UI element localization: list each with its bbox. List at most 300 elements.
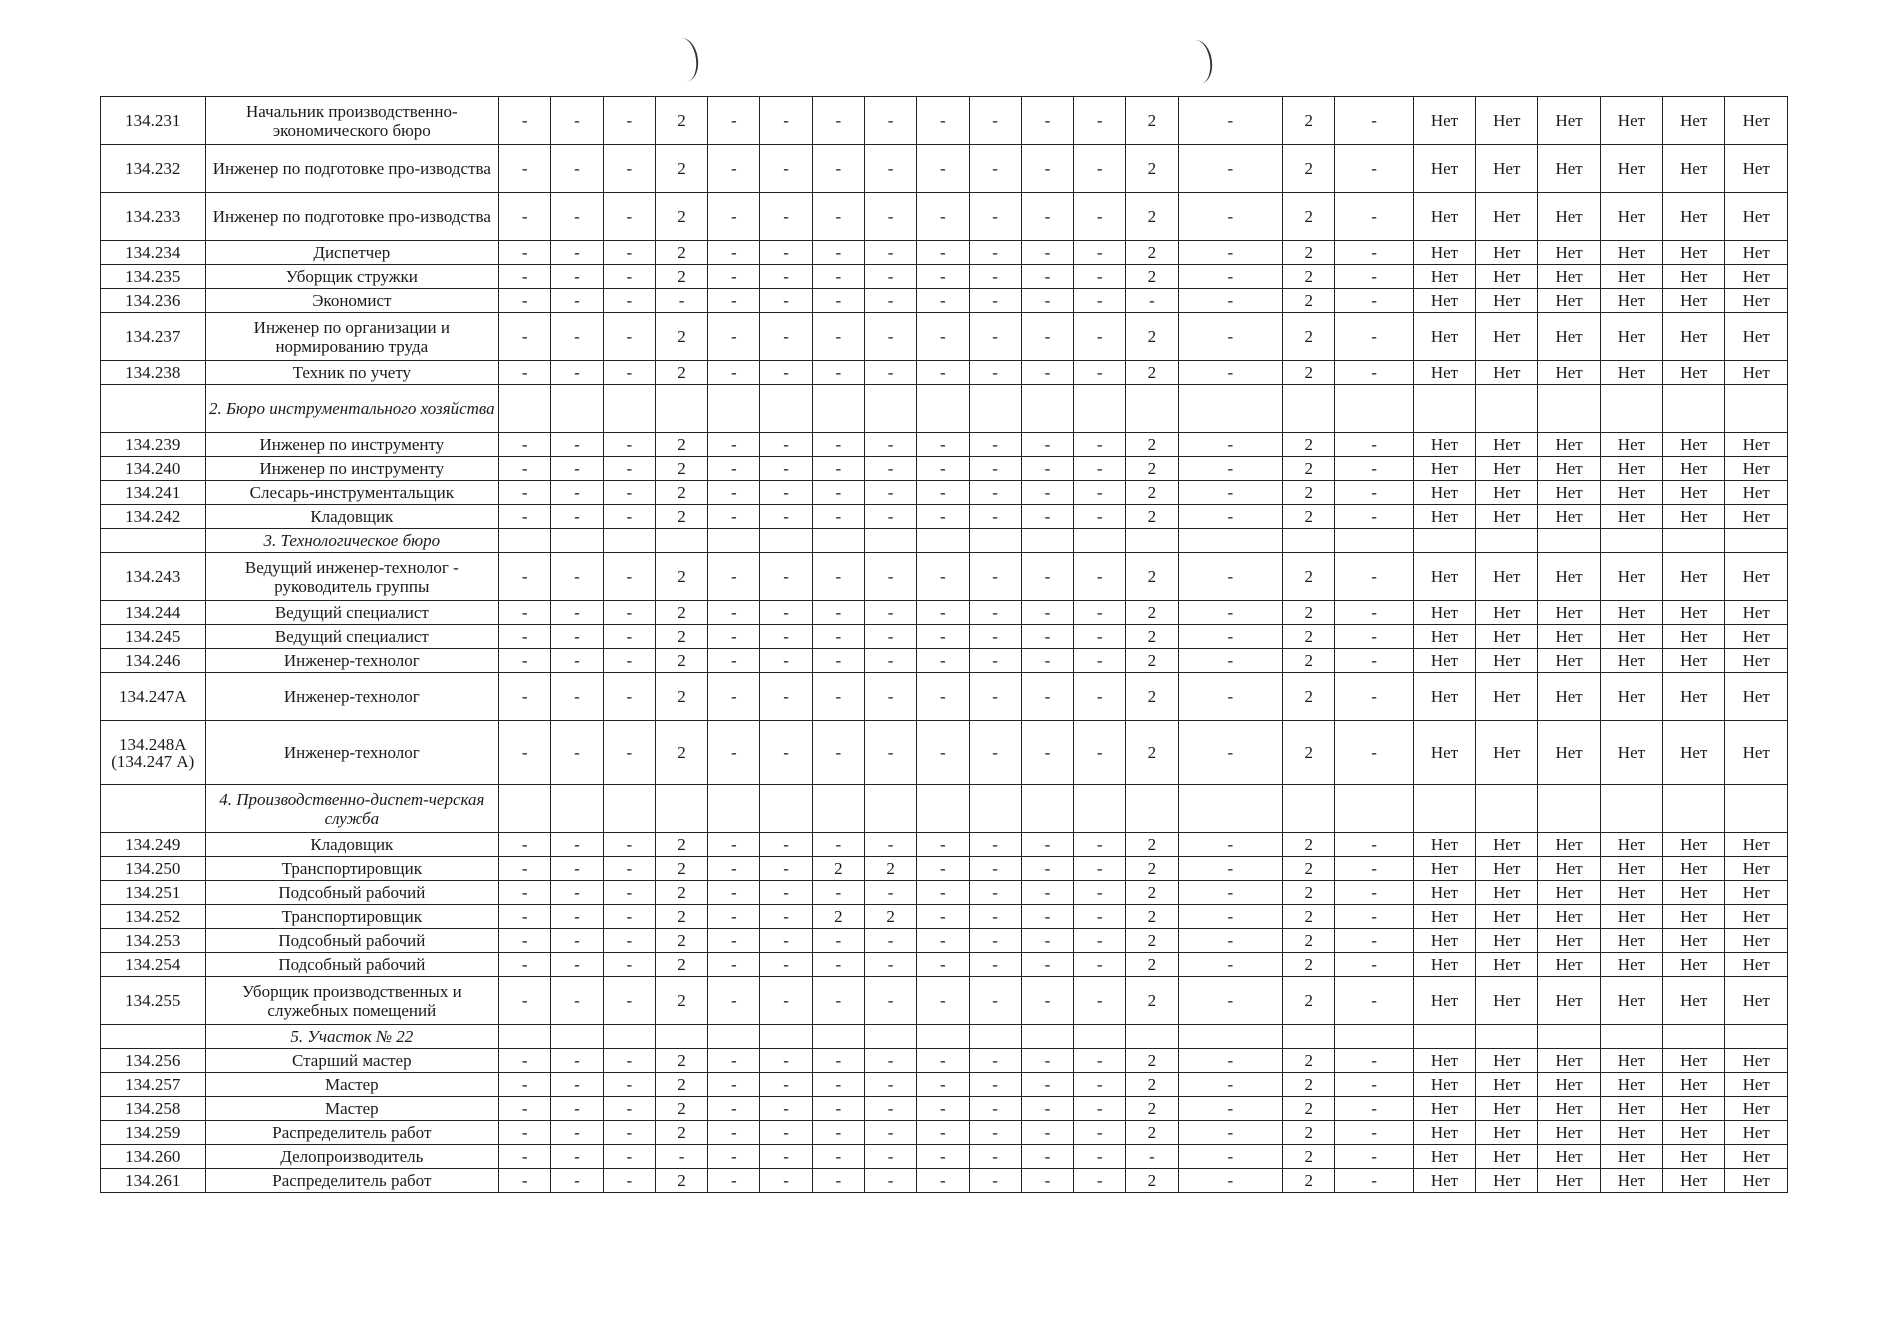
- factor-value: [603, 529, 655, 553]
- flag-value: Нет: [1663, 881, 1725, 905]
- factor-value: [864, 785, 916, 833]
- factor-value: 2: [1126, 313, 1178, 361]
- factor-value: -: [708, 905, 760, 929]
- factor-value: -: [760, 433, 812, 457]
- flag-value: Нет: [1413, 289, 1475, 313]
- factor-value: [1283, 385, 1335, 433]
- factor-value: -: [1021, 833, 1073, 857]
- factor-value: -: [1178, 625, 1283, 649]
- factor-value: -: [812, 433, 864, 457]
- position-name: Инженер-технолог: [205, 649, 499, 673]
- section-title: 2. Бюро инструментального хозяйства: [205, 385, 499, 433]
- factor-value: -: [760, 673, 812, 721]
- table-row: [101, 977, 1788, 1025]
- factor-value: 2: [864, 905, 916, 929]
- flag-value: Нет: [1538, 481, 1600, 505]
- factor-value: -: [1021, 265, 1073, 289]
- table-row: [101, 505, 1788, 529]
- factor-value: 2: [655, 505, 707, 529]
- factor-value: 2: [1283, 433, 1335, 457]
- factor-value: -: [551, 721, 603, 785]
- flag-value: [1600, 529, 1662, 553]
- factor-value: -: [812, 881, 864, 905]
- position-name: Мастер: [205, 1097, 499, 1121]
- factor-value: -: [812, 977, 864, 1025]
- factor-value: -: [1178, 953, 1283, 977]
- factor-value: [917, 785, 969, 833]
- factor-value: -: [760, 145, 812, 193]
- factor-value: -: [603, 1049, 655, 1073]
- position-name: Уборщик стружки: [205, 265, 499, 289]
- factor-value: -: [708, 953, 760, 977]
- factor-value: -: [708, 193, 760, 241]
- factor-value: 2: [1283, 953, 1335, 977]
- flag-value: Нет: [1663, 1073, 1725, 1097]
- factor-value: -: [603, 1097, 655, 1121]
- factor-value: -: [603, 673, 655, 721]
- factor-value: -: [1178, 433, 1283, 457]
- flag-value: Нет: [1413, 553, 1475, 601]
- flag-value: Нет: [1725, 289, 1788, 313]
- factor-value: 2: [1126, 1121, 1178, 1145]
- factor-value: -: [603, 265, 655, 289]
- factor-value: 2: [1126, 505, 1178, 529]
- flag-value: [1413, 785, 1475, 833]
- table-row: [101, 929, 1788, 953]
- factor-value: -: [499, 97, 551, 145]
- factor-value: [1335, 385, 1413, 433]
- factor-value: 2: [1126, 433, 1178, 457]
- flag-value: Нет: [1538, 193, 1600, 241]
- factor-value: 2: [655, 833, 707, 857]
- factor-value: -: [1021, 193, 1073, 241]
- flag-value: Нет: [1725, 361, 1788, 385]
- table-row: [101, 953, 1788, 977]
- factor-value: [864, 385, 916, 433]
- factor-value: [1178, 385, 1283, 433]
- factor-value: 2: [1283, 1169, 1335, 1193]
- factor-value: -: [917, 601, 969, 625]
- table-row: [101, 97, 1788, 145]
- factor-value: -: [812, 625, 864, 649]
- factor-value: -: [917, 97, 969, 145]
- factor-value: 2: [1283, 481, 1335, 505]
- factor-value: -: [1074, 193, 1126, 241]
- factor-value: -: [603, 457, 655, 481]
- factor-value: -: [499, 905, 551, 929]
- flag-value: Нет: [1725, 553, 1788, 601]
- flag-value: Нет: [1538, 1049, 1600, 1073]
- factor-value: -: [864, 457, 916, 481]
- factor-value: -: [1335, 1121, 1413, 1145]
- factor-value: -: [708, 673, 760, 721]
- table-row: [101, 1145, 1788, 1169]
- factor-value: -: [551, 361, 603, 385]
- factor-value: -: [1074, 1145, 1126, 1169]
- factor-value: -: [864, 649, 916, 673]
- flag-value: Нет: [1538, 1169, 1600, 1193]
- punch-hole-mark-left: [667, 36, 701, 83]
- flag-value: [1538, 1025, 1600, 1049]
- flag-value: Нет: [1476, 433, 1538, 457]
- factor-value: -: [499, 193, 551, 241]
- factor-value: -: [917, 721, 969, 785]
- factor-value: 2: [1126, 721, 1178, 785]
- factor-value: -: [603, 481, 655, 505]
- table-row: [101, 649, 1788, 673]
- factor-value: -: [499, 1073, 551, 1097]
- row-code: 134.248А (134.247 А): [101, 721, 206, 785]
- factor-value: -: [917, 433, 969, 457]
- factor-value: -: [1335, 361, 1413, 385]
- section-row: [101, 785, 1788, 833]
- flag-value: Нет: [1663, 361, 1725, 385]
- factor-value: -: [708, 265, 760, 289]
- flag-value: Нет: [1476, 857, 1538, 881]
- factor-value: -: [551, 193, 603, 241]
- factor-value: -: [499, 1169, 551, 1193]
- flag-value: Нет: [1413, 1049, 1475, 1073]
- factor-value: -: [603, 193, 655, 241]
- factor-value: 2: [1283, 673, 1335, 721]
- table-row: [101, 1169, 1788, 1193]
- flag-value: Нет: [1476, 313, 1538, 361]
- factor-value: -: [760, 833, 812, 857]
- factor-value: -: [969, 1145, 1021, 1169]
- flag-value: Нет: [1725, 193, 1788, 241]
- factor-value: -: [917, 1097, 969, 1121]
- flag-value: Нет: [1663, 953, 1725, 977]
- factor-value: -: [1021, 289, 1073, 313]
- factor-value: -: [1126, 1145, 1178, 1169]
- factor-value: -: [551, 905, 603, 929]
- flag-value: Нет: [1663, 833, 1725, 857]
- flag-value: Нет: [1725, 673, 1788, 721]
- factor-value: -: [1021, 457, 1073, 481]
- factor-value: -: [499, 1121, 551, 1145]
- factor-value: -: [1074, 1097, 1126, 1121]
- flag-value: Нет: [1538, 953, 1600, 977]
- factor-value: -: [917, 265, 969, 289]
- factor-value: 2: [655, 905, 707, 929]
- factor-value: 2: [1283, 905, 1335, 929]
- position-name: Делопроизводитель: [205, 1145, 499, 1169]
- flag-value: Нет: [1413, 1121, 1475, 1145]
- factor-value: -: [1335, 1097, 1413, 1121]
- flag-value: Нет: [1725, 977, 1788, 1025]
- flag-value: Нет: [1413, 1073, 1475, 1097]
- position-name: Мастер: [205, 1073, 499, 1097]
- factor-value: 2: [655, 481, 707, 505]
- flag-value: [1663, 785, 1725, 833]
- factor-value: -: [1178, 833, 1283, 857]
- flag-value: Нет: [1538, 313, 1600, 361]
- factor-value: -: [603, 313, 655, 361]
- factor-value: -: [917, 673, 969, 721]
- flag-value: Нет: [1538, 505, 1600, 529]
- factor-value: -: [551, 457, 603, 481]
- factor-value: -: [499, 601, 551, 625]
- flag-value: Нет: [1663, 1097, 1725, 1121]
- flag-value: [1476, 785, 1538, 833]
- factor-value: -: [1335, 625, 1413, 649]
- factor-value: -: [499, 977, 551, 1025]
- factor-value: -: [499, 673, 551, 721]
- factor-value: -: [969, 953, 1021, 977]
- row-code: 134.246: [101, 649, 206, 673]
- factor-value: 2: [1283, 313, 1335, 361]
- factor-value: [1178, 529, 1283, 553]
- flag-value: Нет: [1476, 953, 1538, 977]
- flag-value: Нет: [1725, 1049, 1788, 1073]
- flag-value: [1663, 1025, 1725, 1049]
- factor-value: 2: [1283, 553, 1335, 601]
- factor-value: -: [917, 929, 969, 953]
- factor-value: 2: [1126, 905, 1178, 929]
- factor-value: 2: [655, 193, 707, 241]
- factor-value: -: [969, 929, 1021, 953]
- factor-value: -: [1074, 881, 1126, 905]
- factor-value: 2: [1126, 361, 1178, 385]
- factor-value: -: [708, 481, 760, 505]
- factor-value: 2: [1126, 881, 1178, 905]
- factor-value: -: [812, 1169, 864, 1193]
- factor-value: -: [1074, 721, 1126, 785]
- table-row: [101, 881, 1788, 905]
- flag-value: Нет: [1600, 649, 1662, 673]
- factor-value: [1126, 1025, 1178, 1049]
- factor-value: -: [1178, 193, 1283, 241]
- factor-value: -: [708, 1073, 760, 1097]
- factor-value: -: [551, 857, 603, 881]
- flag-value: Нет: [1600, 289, 1662, 313]
- factor-value: 2: [655, 553, 707, 601]
- factor-value: -: [1074, 145, 1126, 193]
- flag-value: Нет: [1600, 977, 1662, 1025]
- factor-value: -: [603, 953, 655, 977]
- flag-value: Нет: [1476, 553, 1538, 601]
- factor-value: -: [864, 1121, 916, 1145]
- factor-value: -: [1074, 97, 1126, 145]
- flag-value: Нет: [1538, 1073, 1600, 1097]
- factor-value: [864, 529, 916, 553]
- table-row: [101, 905, 1788, 929]
- factor-value: -: [655, 1145, 707, 1169]
- factor-value: -: [1335, 313, 1413, 361]
- factor-value: -: [708, 361, 760, 385]
- factor-value: -: [1021, 97, 1073, 145]
- factor-value: -: [969, 881, 1021, 905]
- flag-value: Нет: [1663, 241, 1725, 265]
- flag-value: Нет: [1476, 881, 1538, 905]
- factor-value: [812, 385, 864, 433]
- flag-value: Нет: [1413, 481, 1475, 505]
- factor-value: -: [1074, 1169, 1126, 1193]
- flag-value: Нет: [1725, 1145, 1788, 1169]
- factor-value: -: [551, 649, 603, 673]
- flag-value: Нет: [1600, 857, 1662, 881]
- factor-value: 2: [1283, 1049, 1335, 1073]
- factor-value: -: [917, 1169, 969, 1193]
- factor-value: -: [603, 929, 655, 953]
- flag-value: Нет: [1476, 145, 1538, 193]
- factor-value: [708, 785, 760, 833]
- factor-value: -: [1126, 289, 1178, 313]
- factor-value: -: [1335, 601, 1413, 625]
- factor-value: -: [1021, 673, 1073, 721]
- table-row: [101, 601, 1788, 625]
- position-name: Ведущий инженер-технолог - руководитель группы: [205, 553, 499, 601]
- factor-value: 2: [655, 457, 707, 481]
- flag-value: Нет: [1538, 601, 1600, 625]
- position-name: Слесарь-инструментальщик: [205, 481, 499, 505]
- factor-value: -: [499, 433, 551, 457]
- factor-value: -: [760, 457, 812, 481]
- factor-value: -: [917, 145, 969, 193]
- flag-value: Нет: [1413, 601, 1475, 625]
- factor-value: -: [812, 481, 864, 505]
- working-conditions-table: [100, 96, 1788, 1193]
- factor-value: 2: [1126, 1049, 1178, 1073]
- factor-value: -: [603, 857, 655, 881]
- flag-value: Нет: [1663, 601, 1725, 625]
- factor-value: -: [969, 1121, 1021, 1145]
- factor-value: -: [760, 649, 812, 673]
- factor-value: -: [1335, 97, 1413, 145]
- factor-value: -: [551, 265, 603, 289]
- factor-value: -: [499, 649, 551, 673]
- factor-value: -: [708, 601, 760, 625]
- flag-value: Нет: [1476, 1073, 1538, 1097]
- factor-value: -: [812, 833, 864, 857]
- factor-value: -: [1335, 857, 1413, 881]
- factor-value: -: [917, 1049, 969, 1073]
- factor-value: -: [864, 601, 916, 625]
- factor-value: -: [864, 97, 916, 145]
- factor-value: -: [864, 833, 916, 857]
- factor-value: -: [760, 721, 812, 785]
- factor-value: -: [1074, 361, 1126, 385]
- flag-value: [1538, 785, 1600, 833]
- factor-value: [864, 1025, 916, 1049]
- factor-value: -: [812, 265, 864, 289]
- factor-value: -: [864, 929, 916, 953]
- factor-value: -: [1021, 1169, 1073, 1193]
- factor-value: [1283, 1025, 1335, 1049]
- factor-value: -: [1021, 361, 1073, 385]
- factor-value: [1126, 385, 1178, 433]
- flag-value: Нет: [1538, 289, 1600, 313]
- section-title: 4. Производственно-диспет-черская служба: [205, 785, 499, 833]
- factor-value: 2: [1283, 721, 1335, 785]
- factor-value: [1021, 385, 1073, 433]
- factor-value: -: [551, 481, 603, 505]
- factor-value: -: [760, 553, 812, 601]
- factor-value: -: [812, 97, 864, 145]
- position-name: Начальник производственно-экономического бюро: [205, 97, 499, 145]
- flag-value: Нет: [1663, 721, 1725, 785]
- factor-value: -: [1335, 833, 1413, 857]
- factor-value: -: [1074, 241, 1126, 265]
- row-code: 134.247А: [101, 673, 206, 721]
- table-row: [101, 145, 1788, 193]
- row-code: 134.243: [101, 553, 206, 601]
- factor-value: -: [1178, 1145, 1283, 1169]
- factor-value: 2: [1283, 649, 1335, 673]
- position-name: Инженер по подготовке про-изводства: [205, 193, 499, 241]
- factor-value: -: [499, 953, 551, 977]
- factor-value: -: [603, 721, 655, 785]
- factor-value: [1178, 785, 1283, 833]
- flag-value: Нет: [1538, 457, 1600, 481]
- flag-value: [1725, 1025, 1788, 1049]
- flag-value: Нет: [1663, 857, 1725, 881]
- factor-value: 2: [655, 1121, 707, 1145]
- factor-value: -: [1178, 145, 1283, 193]
- flag-value: [1476, 385, 1538, 433]
- row-code: 134.239: [101, 433, 206, 457]
- factor-value: -: [1021, 649, 1073, 673]
- factor-value: -: [1178, 905, 1283, 929]
- row-code: 134.252: [101, 905, 206, 929]
- factor-value: 2: [1283, 241, 1335, 265]
- factor-value: 2: [1126, 953, 1178, 977]
- flag-value: Нет: [1413, 457, 1475, 481]
- row-code: 134.250: [101, 857, 206, 881]
- factor-value: [1074, 1025, 1126, 1049]
- flag-value: Нет: [1476, 905, 1538, 929]
- factor-value: 2: [1283, 265, 1335, 289]
- flag-value: Нет: [1476, 1169, 1538, 1193]
- factor-value: 2: [655, 361, 707, 385]
- factor-value: -: [603, 361, 655, 385]
- factor-value: -: [1335, 673, 1413, 721]
- flag-value: Нет: [1600, 265, 1662, 289]
- factor-value: -: [969, 977, 1021, 1025]
- position-name: Распределитель работ: [205, 1121, 499, 1145]
- factor-value: -: [551, 505, 603, 529]
- factor-value: -: [760, 1145, 812, 1169]
- flag-value: Нет: [1663, 505, 1725, 529]
- factor-value: -: [864, 265, 916, 289]
- factor-value: -: [969, 625, 1021, 649]
- factor-value: -: [603, 1121, 655, 1145]
- factor-value: -: [760, 601, 812, 625]
- factor-value: -: [499, 625, 551, 649]
- flag-value: Нет: [1600, 553, 1662, 601]
- flag-value: Нет: [1538, 833, 1600, 857]
- factor-value: -: [1178, 481, 1283, 505]
- factor-value: -: [708, 649, 760, 673]
- factor-value: -: [603, 145, 655, 193]
- factor-value: -: [864, 289, 916, 313]
- flag-value: Нет: [1725, 881, 1788, 905]
- flag-value: Нет: [1600, 625, 1662, 649]
- factor-value: [1126, 785, 1178, 833]
- position-name: Транспортировщик: [205, 905, 499, 929]
- factor-value: -: [551, 953, 603, 977]
- flag-value: Нет: [1476, 241, 1538, 265]
- factor-value: 2: [655, 625, 707, 649]
- position-name: Инженер по организации и нормированию труда: [205, 313, 499, 361]
- flag-value: Нет: [1600, 505, 1662, 529]
- factor-value: -: [1335, 721, 1413, 785]
- factor-value: -: [1335, 649, 1413, 673]
- row-code: 134.253: [101, 929, 206, 953]
- factor-value: [760, 785, 812, 833]
- flag-value: Нет: [1663, 481, 1725, 505]
- row-code: 134.232: [101, 145, 206, 193]
